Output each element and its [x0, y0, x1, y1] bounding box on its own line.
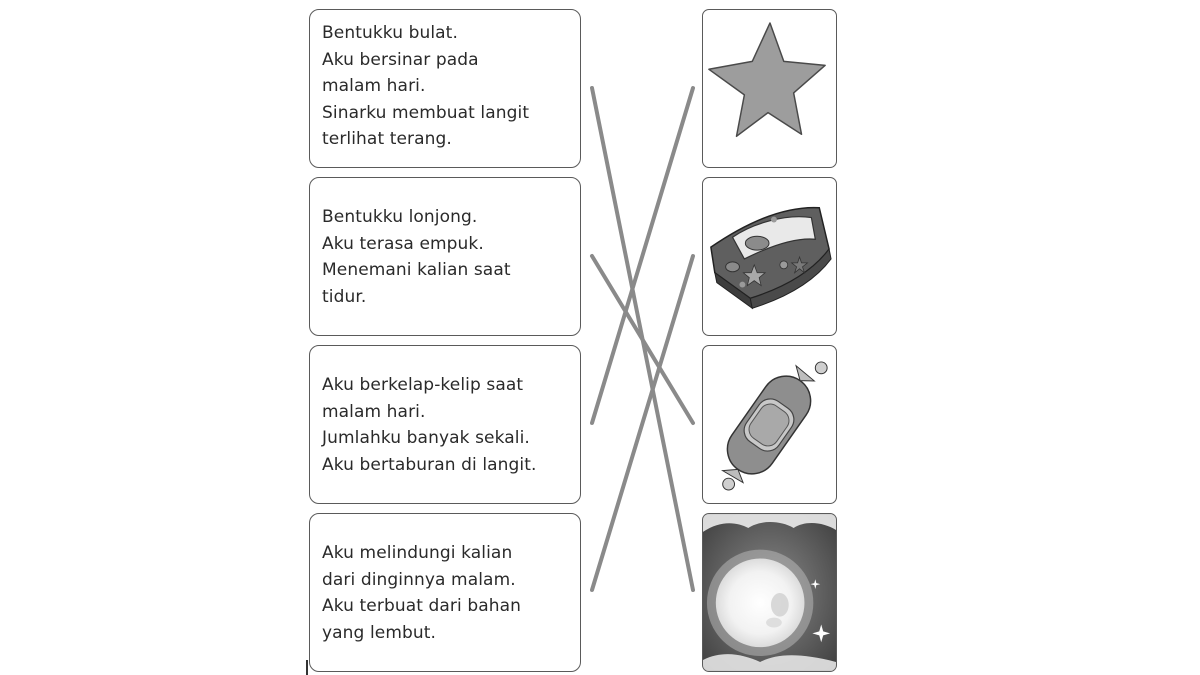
- blanket-icon: [703, 178, 836, 335]
- description-card-3[interactable]: [309, 345, 581, 504]
- card-2-line-3: Menemani kalian saat: [322, 260, 511, 280]
- match-line-1: [592, 88, 693, 590]
- card-1-line-4: Sinarku membuat langit: [322, 102, 530, 123]
- card-1-line-5: terlihat terang.: [322, 129, 452, 149]
- bolster-pillow-icon: [703, 346, 836, 503]
- description-card-2[interactable]: [309, 177, 581, 336]
- picture-card-bolster[interactable]: [702, 345, 837, 504]
- description-card-1[interactable]: [309, 9, 581, 168]
- match-line-4: [592, 256, 693, 590]
- card-2-line-4: tidur.: [322, 286, 367, 307]
- card-1-line-3: malam hari.: [322, 76, 426, 96]
- card-3-line-2: malam hari.: [322, 401, 426, 422]
- description-card-4[interactable]: [309, 513, 581, 672]
- match-line-3: [592, 88, 693, 423]
- star-icon: [703, 10, 836, 167]
- card-3-line-4: Aku bertaburan di langit.: [322, 454, 537, 475]
- card-3-line-3: Jumlahku banyak sekali.: [322, 428, 530, 448]
- card-1-line-2: Aku bersinar pada: [322, 49, 479, 70]
- card-4-line-2: dari dinginnya malam.: [322, 569, 516, 590]
- page-edge-mark: [306, 660, 308, 675]
- card-4-line-3: Aku terbuat dari bahan: [322, 596, 521, 616]
- card-4-line-4: yang lembut.: [322, 622, 437, 643]
- picture-card-star[interactable]: [702, 9, 837, 168]
- card-2-line-1: Bentukku lonjong.: [322, 207, 478, 227]
- moon-icon: [703, 514, 836, 671]
- picture-card-moon[interactable]: [702, 513, 837, 672]
- match-line-2: [592, 256, 693, 423]
- card-2-line-2: Aku terasa empuk.: [322, 233, 484, 254]
- card-3-line-1: Aku berkelap-kelip saat: [322, 375, 524, 395]
- card-1-line-1: Bentukku bulat.: [322, 23, 458, 43]
- card-4-line-1: Aku melindungi kalian: [322, 543, 513, 563]
- picture-card-blanket[interactable]: [702, 177, 837, 336]
